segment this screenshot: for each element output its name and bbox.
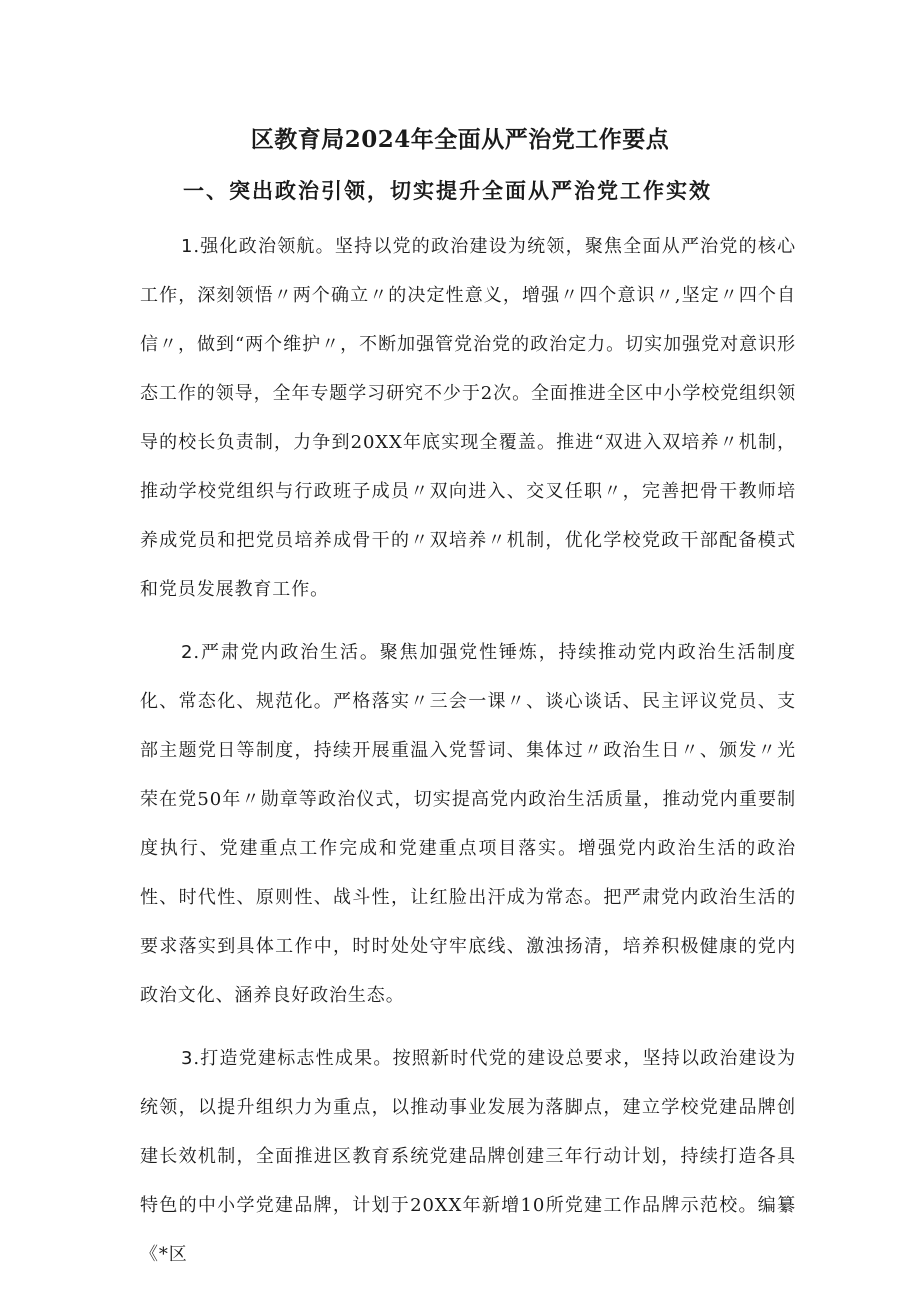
paragraph-text: .严肃党内政治生活。聚焦加强党性锤炼，持续推动党内政治生活制度化、常态化、规范化。严格落实〃三会一课〃、谈心谈话、民主评议党员、支部主题党日等制度，持续开展重温入党誓词、集体过〃政治生日〃、颁发〃光荣在党50年〃勋章等政治仪式，切实提高党内政治生活质量，推动党内重要制度执行、党建重点工作完成和党建重点项目落实。增强党内政治生活的政治性、时代性、原则性、战斗性，让红脸出汗成为常态。把严肃党内政治生活的要求落实到具体工作中，时时处处守牢底线、激浊扬清，培养积极健康的党内政治文化、涵养良好政治生态。 (140, 642, 796, 1006)
document-body (140, 222, 796, 1293)
paragraph-text: .强化政治领航。坚持以党的政治建设为统领，聚焦全面从严治党的核心工作，深刻领悟〃两个确立〃的决定性意义，增强〃四个意识〃,坚定〃四个自信〃，做到“两个维护〃，不断加强管党治党的政治定力。切实加强党对意识形态工作的领导，全年专题学习研究不少于2次。全面推进全区中小学校党组织领导的校长负责制，力争到20XX年底实现全覆盖。推进“双进入双培养〃机制，推动学校党组织与行政班子成员〃双向进入、交叉任职〃，完善把骨干教师培养成党员和把党员培养成骨干的〃双培养〃机制，优化学校党政干部配备模式和党员发展教育工作。 (140, 236, 796, 600)
paragraph-number: 1 (181, 236, 194, 257)
paragraph-number: 2 (181, 642, 194, 663)
paragraph-2 (140, 628, 796, 1020)
paragraph-number: 3 (181, 1048, 194, 1069)
paragraph-text: .打造党建标志性成果。按照新时代党的建设总要求，坚持以政治建设为统领，以提升组织力为重点，以推动事业发展为落脚点，建立学校党建品牌创建长效机制，全面推进区教育系统党建品牌创建三年行动计划，持续打造各具特色的中小学党建品牌，计划于20XX年新增10所党建工作品牌示范校。编纂《*区 (140, 1048, 796, 1265)
document-title: 区教育局2024年全面从严治党工作要点 (250, 126, 670, 153)
section-heading: 一、突出政治引领，切实提升全面从严治党工作实效 (183, 178, 712, 203)
paragraph-3 (140, 1034, 796, 1279)
paragraph-1 (140, 222, 796, 614)
